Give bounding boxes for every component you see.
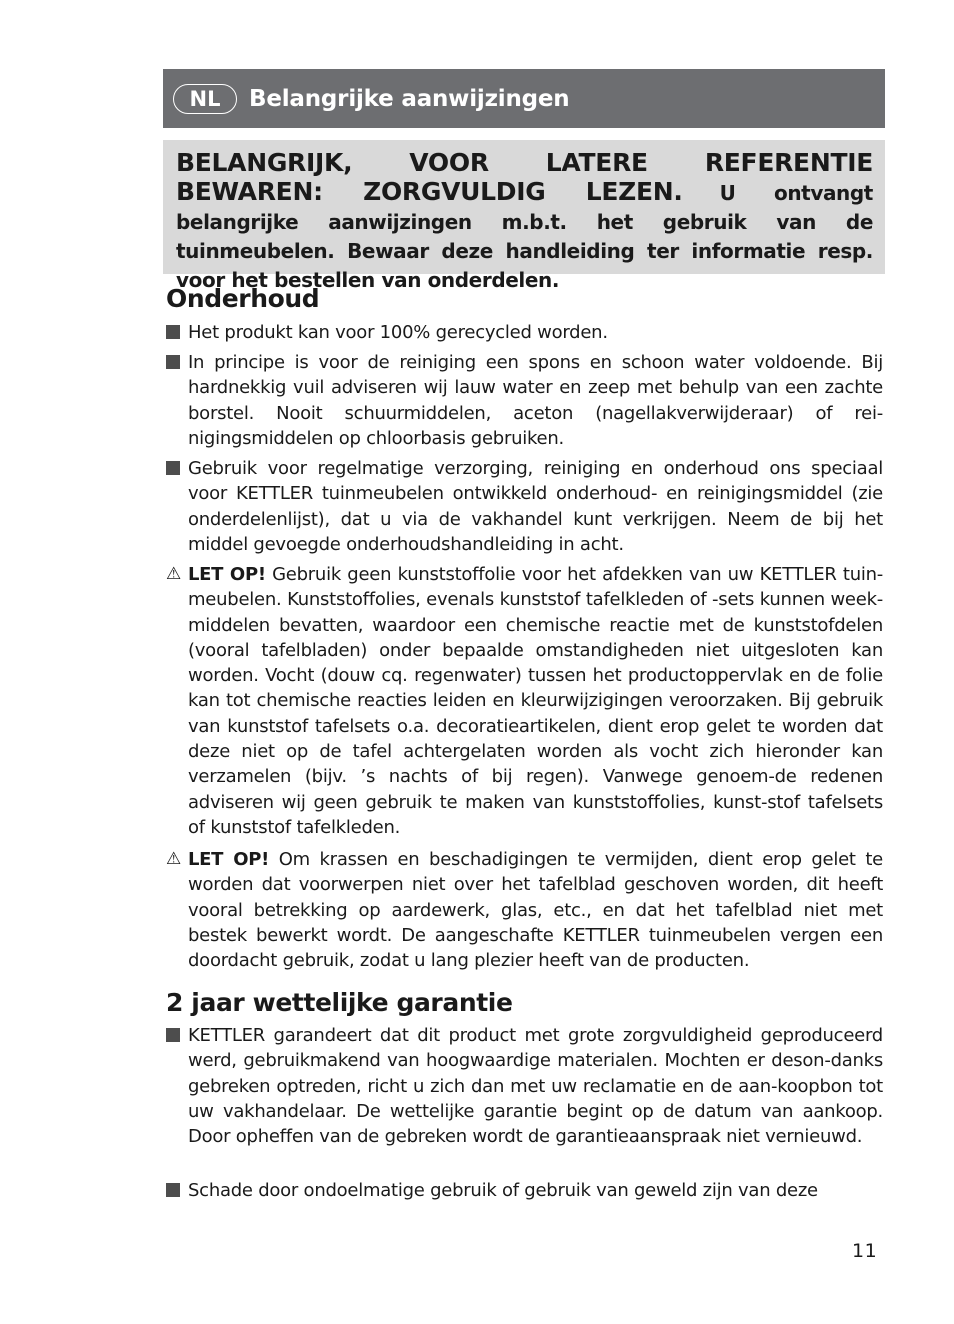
warning-text: Om krassen en beschadigingen te vermijden, dient erop gelet te worden dat voorwerpen niet over het tafelblad geschoven worden, dit heeft vooral betrekking op aardewerk, glas, etc., en dat het tafelblad niet met bestek bewerkt wordt. De aangeschafte KETTLER tuinmeubelen vergen een doordacht gebruik, zodat u lang plezier heeft van de producten.: [188, 849, 883, 972]
warning-item: [166, 562, 883, 840]
section-title-onderhoud: Onderhoud: [166, 284, 320, 313]
list-item: Schade door ondoelmatige gebruik of gebruik van geweld zijn van deze: [166, 1178, 883, 1203]
list-item: KETTLER garandeert dat dit product met grote zorgvuldigheid geproduceerd werd, gebruikmakend van hoogwaardige materialen. Mochten er deson-danks gebreken optreden, richt u zich dan met uw reclamatie en de aan-koopbon tot uw vakhandelaar. De wettelijke garantie begint op de datum van aankoop. Door opheffen van de gebreken wordt de garantieaanspraak niet vernieuwd.: [166, 1023, 883, 1149]
page-number: 11: [852, 1240, 878, 1262]
warning-item: [166, 847, 883, 973]
square-bullet-icon: [166, 456, 180, 482]
intro-paragraph: [176, 148, 873, 295]
square-bullet-icon: [166, 1023, 180, 1049]
warning-triangle-icon: ⚠: [166, 849, 181, 869]
intro-headline: BELANGRIJK, VOOR LATERE REFERENTIE BEWAREN: ZORGVULDIG LEZEN.: [176, 148, 873, 206]
warning-triangle-icon: ⚠: [166, 564, 181, 584]
warning-text: Gebruik geen kunststoffolie voor het afdekken van uw KETTLER tuin-meubelen. Kunststoffolies, evenals kunststof tafelkleden of -sets kunnen week-middelen bevatten, waardoor een chemische reactie met de kunststofdelen (vooral tafelbladen) onder bepaalde omstandigheden niet uitgesloten kan worden. Vocht (douw cq. regenwater) tussen het productoppervlak en de folie kan tot chemische reacties leiden en kleurwijzigingen veroorzaken. Bij gebruik van kunststof tafelsets o.a. decoratieartikelen, dient erop gelet te worden dat deze niet op de tafel achtergelaten worden als vocht zich hieronder kan verzamelen (bijv. ’s nachts of bij regen). Vanwege genoem-de redenen adviseren wij geen gebruik te maken van kunststoffolies, kunst-stof tafelsets of kunststof tafelkleden.: [188, 564, 884, 838]
header-title: Belangrijke aanwijzingen: [249, 85, 570, 112]
list-item: In principe is voor de reiniging een spons en schoon water voldoende. Bij hardnekkig vuil adviseren wij lauw water en zeep met behulp van een zachte borstel. Nooit schuurmiddelen, aceton (nagellakverwijderaar) of rei-nigingsmiddelen op chloorbasis gebruiken.: [166, 350, 883, 451]
intro-text: U ontvangt belangrijke aanwijzingen m.b.t. het gebruik van de tuinmeubelen. Bewaar deze handleiding ter informatie resp. voor het bestellen van onderdelen.: [176, 181, 873, 292]
square-bullet-icon: [166, 320, 180, 346]
list-item: Het produkt kan voor 100% gerecycled worden.: [166, 320, 883, 345]
intro-box: [163, 140, 885, 292]
language-badge: NL: [173, 84, 237, 114]
warning-label: LET OP!: [188, 564, 266, 585]
list-item: Gebruik voor regelmatige verzorging, reiniging en onderhoud ons speciaal voor KETTLER tuinmeubelen ontwikkeld onderhoud- en reinigingsmiddel (zie onderdelenlijst), dat u via de vakhandel kunt verkrijgen. Neem de bij het middel gevoegde onderhoudshandleiding in acht.: [166, 456, 883, 557]
square-bullet-icon: [166, 1178, 180, 1204]
square-bullet-icon: [166, 350, 180, 376]
section-title-garantie: 2 jaar wettelijke garantie: [166, 988, 513, 1017]
header-bar: [163, 69, 885, 128]
warning-label: LET OP!: [188, 849, 270, 870]
